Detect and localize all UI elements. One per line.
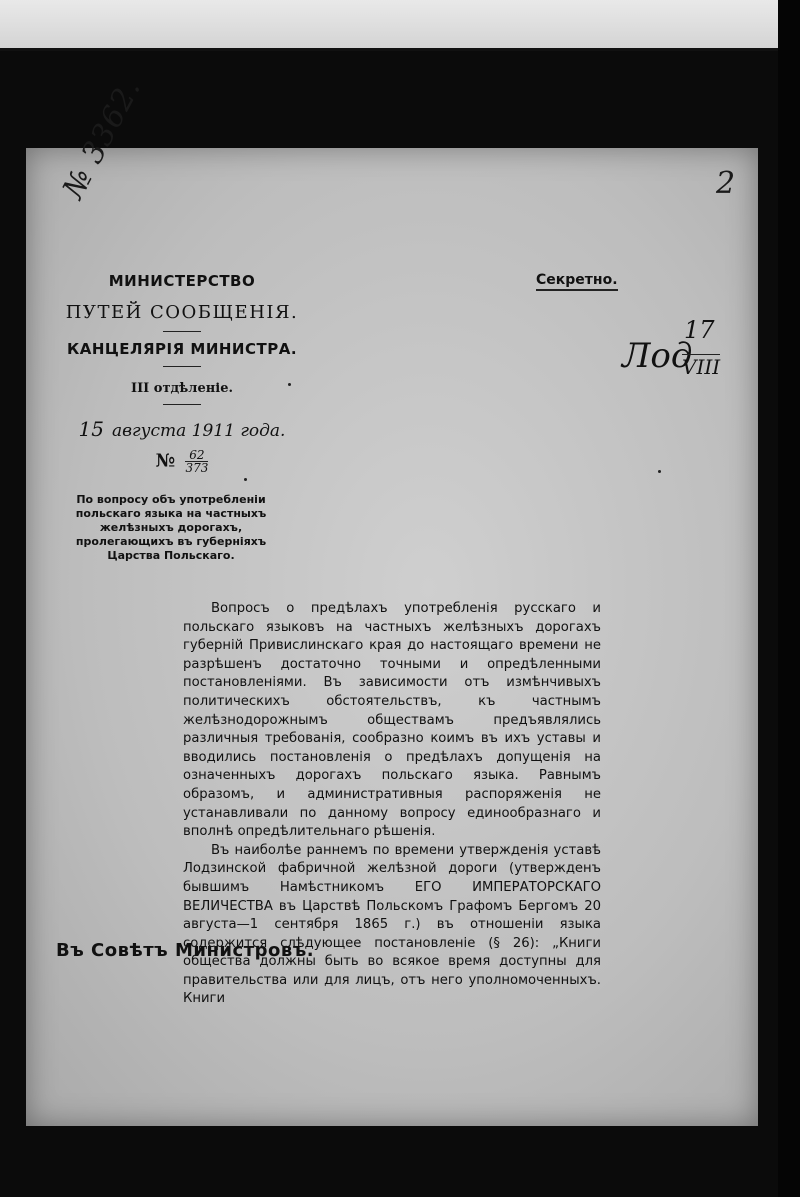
date-day: 15 bbox=[78, 417, 104, 441]
outgoing-number bbox=[56, 449, 308, 474]
handwritten-stamp bbox=[622, 316, 732, 386]
page-number: 2 bbox=[716, 166, 736, 201]
subject-line: По вопросу объ употребленіи польскаго языка на частныхъ желѣзныхъ дорогахъ, пролегающихъ въ губерніяхъ Царства Польскаго. bbox=[75, 493, 267, 562]
stamp-main: Лод bbox=[622, 336, 693, 376]
film-border-right bbox=[778, 0, 800, 1197]
secret-label: Секретно. bbox=[536, 272, 618, 291]
body-paragraph: Въ наиболѣе раннемъ по времени утвержденія уставѣ Лодзинской фабричной желѣзной дороги (утвержденъ бывшимъ Намѣстникомъ ЕГО ИМПЕРАТОРСКАГО ВЕЛИЧЕСТВА въ Царствѣ Польскомъ Графомъ Бергомъ 20 августа—1 сентября 1865 г.) въ отношеніи языка содержится слѣдующее постановленіе (§ 26): „Книги общества должны быть во всякое время доступны для правительства или для лицъ, отъ него уполномоченныхъ. Книги bbox=[183, 842, 601, 1007]
department-label: III отдѣленіе. bbox=[131, 381, 233, 396]
ink-speck bbox=[658, 470, 661, 473]
date-text: августа 1911 года. bbox=[111, 421, 286, 441]
body-paragraph: Вопросъ о предѣлахъ употребленія русскаго и польскаго языковъ на частныхъ желѣзныхъ дорогахъ губерній Привислинскаго края до настоящаго времени не разрѣшенъ достаточно точными и опредѣленными постановленіями. Въ зависимости отъ измѣнчивыхъ политическихъ обстоятельствъ, къ частнымъ желѣзнодорожнымъ обществамъ предъявлялись различныя требованія, сообразно коимъ въ ихъ уставы и вводились постановленія о предѣлахъ допущенія на означенныхъ дорогахъ польскаго языка. Равнымъ образомъ, и административныя распоряженія не устанавливали по данному вопросу единообразнаго и вполнѣ опредѣлительнаго рѣшенія. bbox=[183, 601, 601, 840]
divider bbox=[163, 331, 201, 332]
number-fraction bbox=[185, 449, 208, 474]
addressee: Въ Совѣтъ Министровъ. bbox=[56, 940, 315, 961]
document-date bbox=[56, 417, 308, 441]
divider bbox=[163, 366, 201, 367]
number-top: 62 bbox=[185, 449, 208, 462]
stamp-subscript: VIII bbox=[682, 355, 721, 379]
handwritten-archive-number: № 3362. bbox=[56, 72, 149, 205]
document-page bbox=[26, 72, 758, 1126]
ministry-title: МИНИСТЕРСТВО bbox=[108, 272, 256, 290]
chancellery-title: КАНЦЕЛЯРІЯ МИНИСТРА. bbox=[66, 340, 298, 358]
number-sign: № bbox=[155, 450, 176, 472]
number-bottom: 373 bbox=[185, 461, 209, 475]
ink-speck bbox=[288, 383, 291, 386]
ink-speck bbox=[244, 478, 247, 481]
film-border-top bbox=[0, 0, 780, 51]
stamp-superscript: 17 bbox=[684, 316, 715, 344]
divider bbox=[163, 404, 201, 405]
ministry-name: ПУТЕЙ СООБЩЕНІЯ. bbox=[65, 302, 299, 323]
letterhead bbox=[56, 268, 308, 474]
